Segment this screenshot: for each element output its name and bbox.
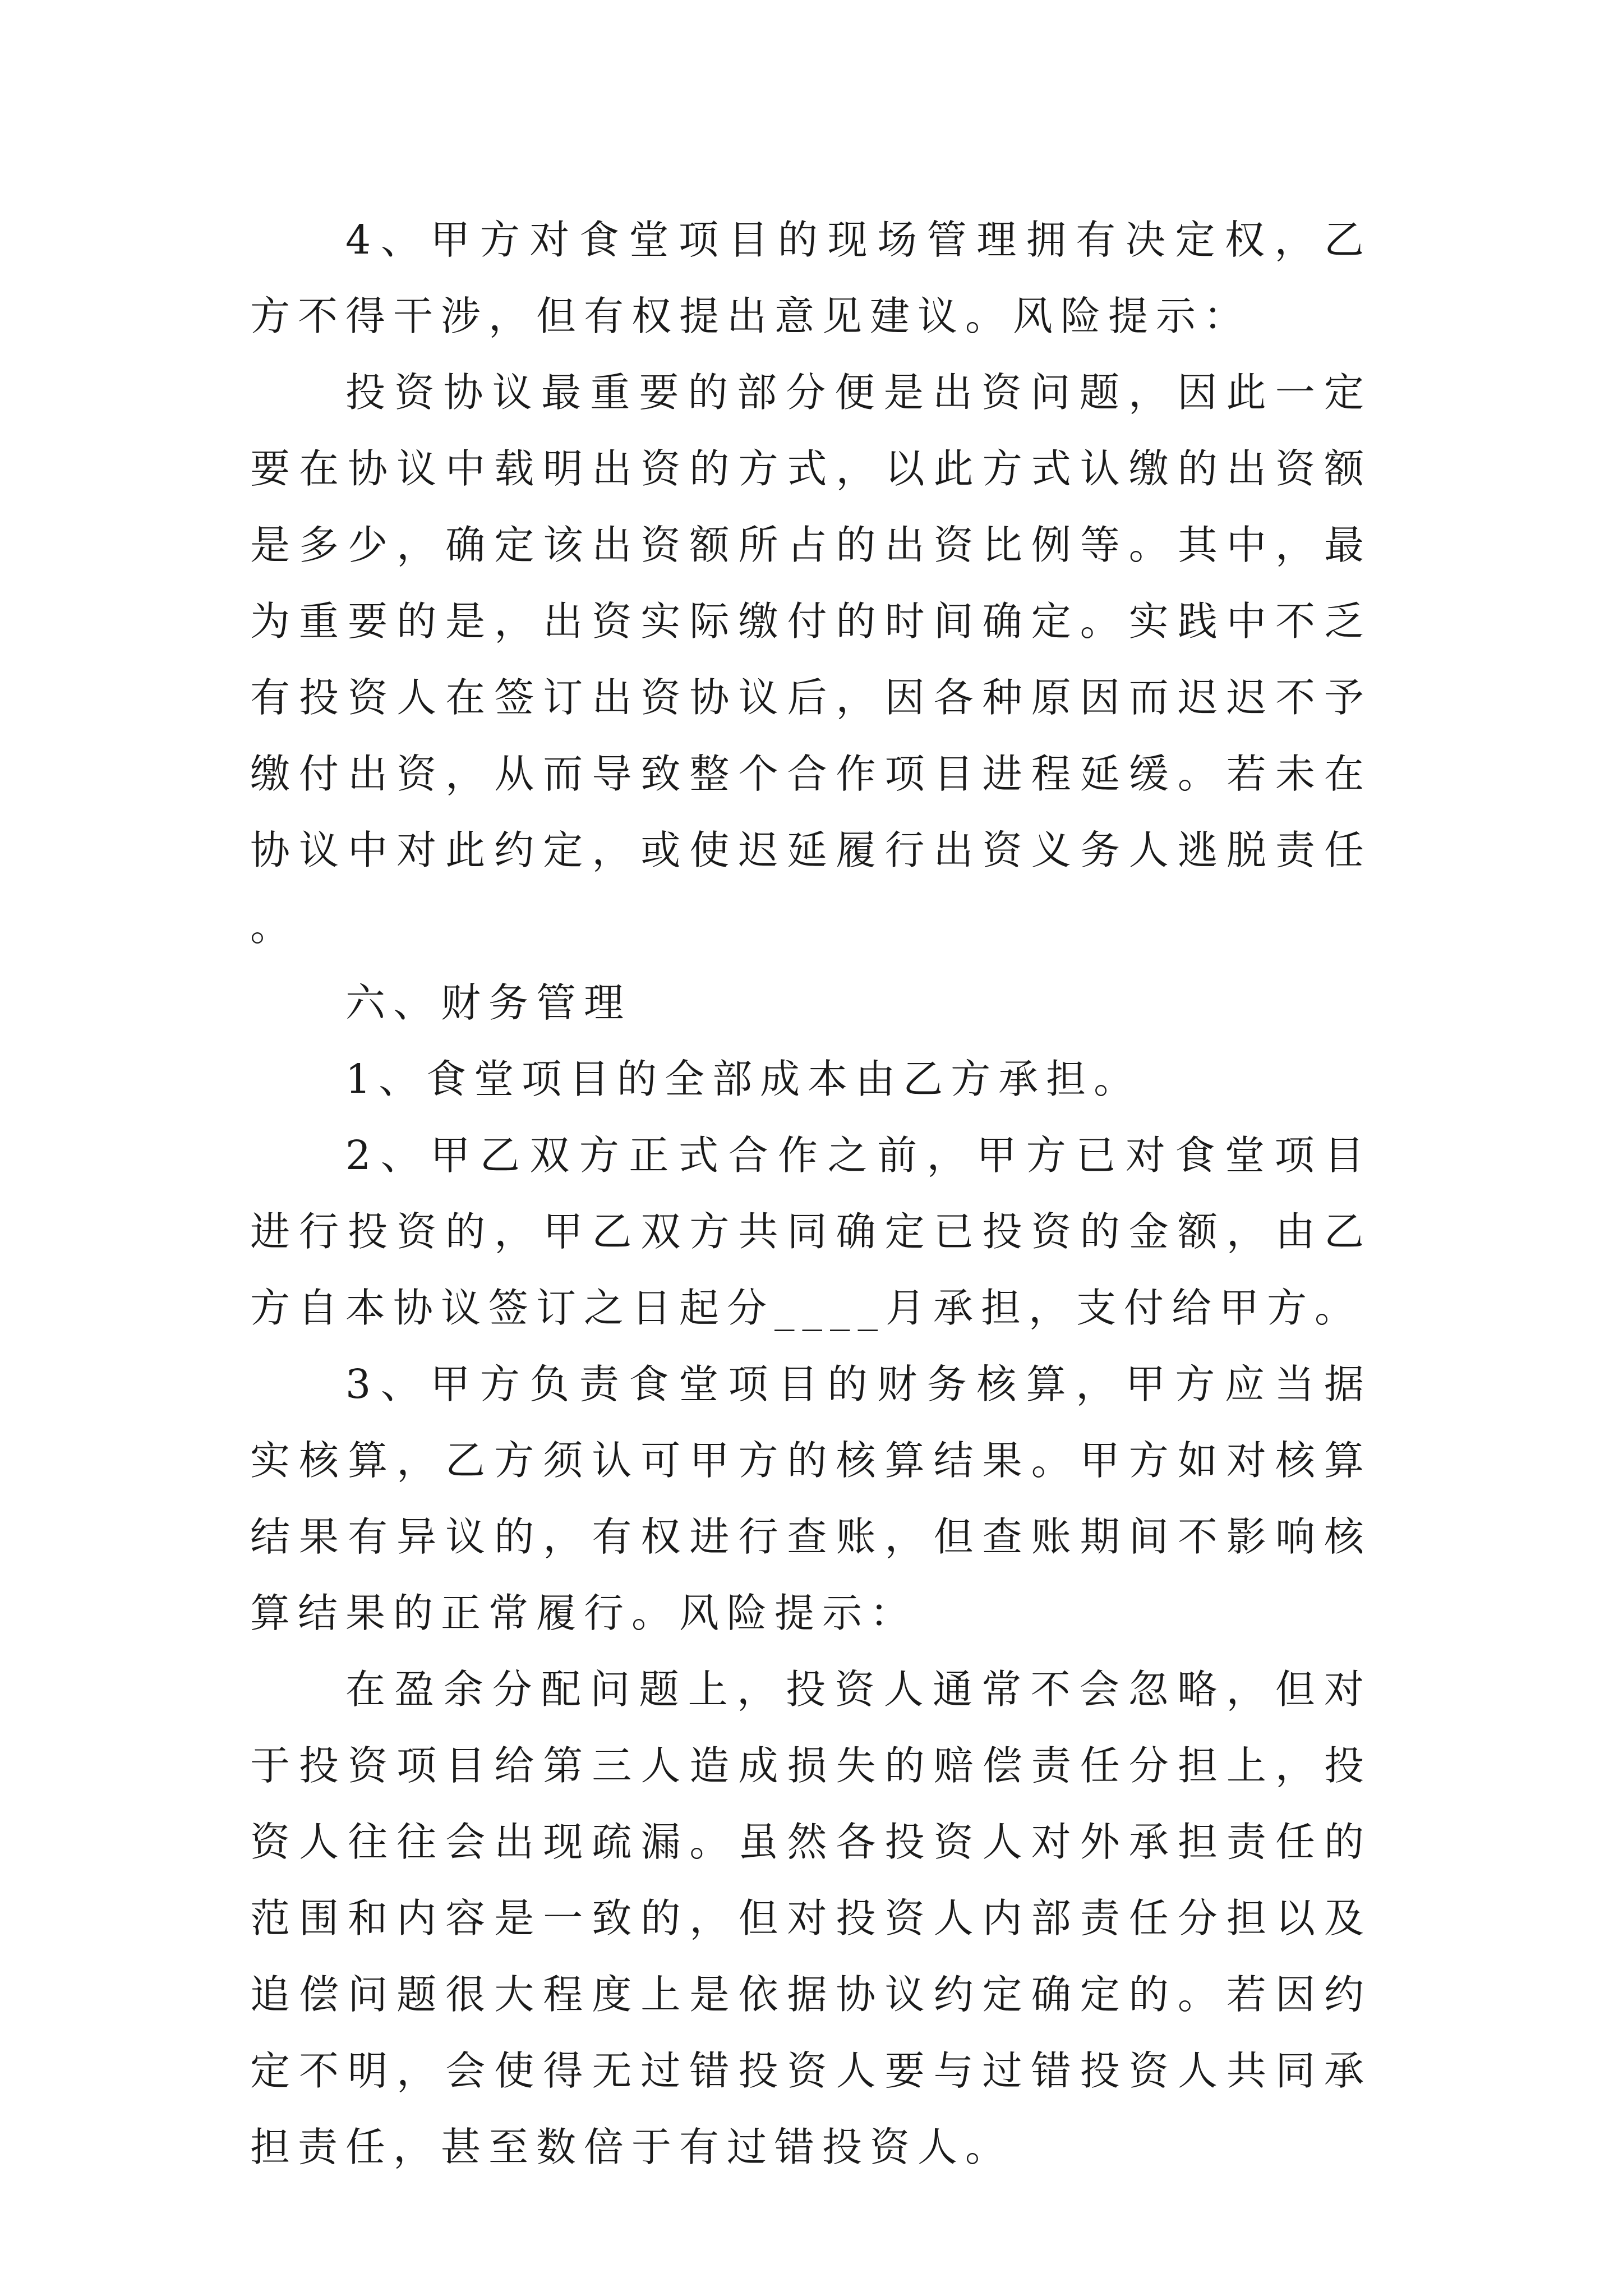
paragraph-clause-3: 3、甲方负责食堂项目的财务核算，甲方应当据实核算，乙方须认可甲方的核算结果。甲方如对核算结果有异议的，有权进行查账，但查账期间不影响核算结果的正常履行。风险提示： [250,1361,1372,1636]
paragraph-clause-2: 2、甲乙双方正式合作之前，甲方已对食堂项目进行投资的，甲乙双方共同确定已投资的金额，由乙方自本协议签订之日起分____月承担，支付给甲方。 [250,1132,1372,1331]
section-heading-financial-management: 六、财务管理 [345,979,632,1026]
paragraph-clause-4: 4、甲方对食堂项目的现场管理拥有决定权，乙方不得干涉，但有权提出意见建议。风险提示： [250,217,1372,339]
paragraph-risk-note-investment: 投资协议最重要的部分便是出资问题，因此一定要在协议中载明出资的方式，以此方式认缴的出资额是多少，确定该出资额所占的出资比例等。其中，最为重要的是，出资实际缴付的时间确定。实践中不乏有投资人在签订出资协议后，因各种原因而迟迟不予缴付出资，从而导致整个合作项目进程延缓。若未在协议中对此约定，或使迟延履行出资义务人逃脱责任。 [250,369,1372,950]
document-body [250,202,1372,2185]
paragraph-risk-note-profit: 在盈余分配问题上，投资人通常不会忽略，但对于投资项目给第三人造成损失的赔偿责任分担上，投资人往往会出现疏漏。虽然各投资人对外承担责任的范围和内容是一致的，但对投资人内部责任分担以及追偿问题很大程度上是依据协议约定确定的。若因约定不明，会使得无过错投资人要与过错投资人共同承担责任，甚至数倍于有过错投资人。 [250,1666,1372,2170]
paragraph-clause-1: 1、食堂项目的全部成本由乙方承担。 [345,1056,1142,1102]
